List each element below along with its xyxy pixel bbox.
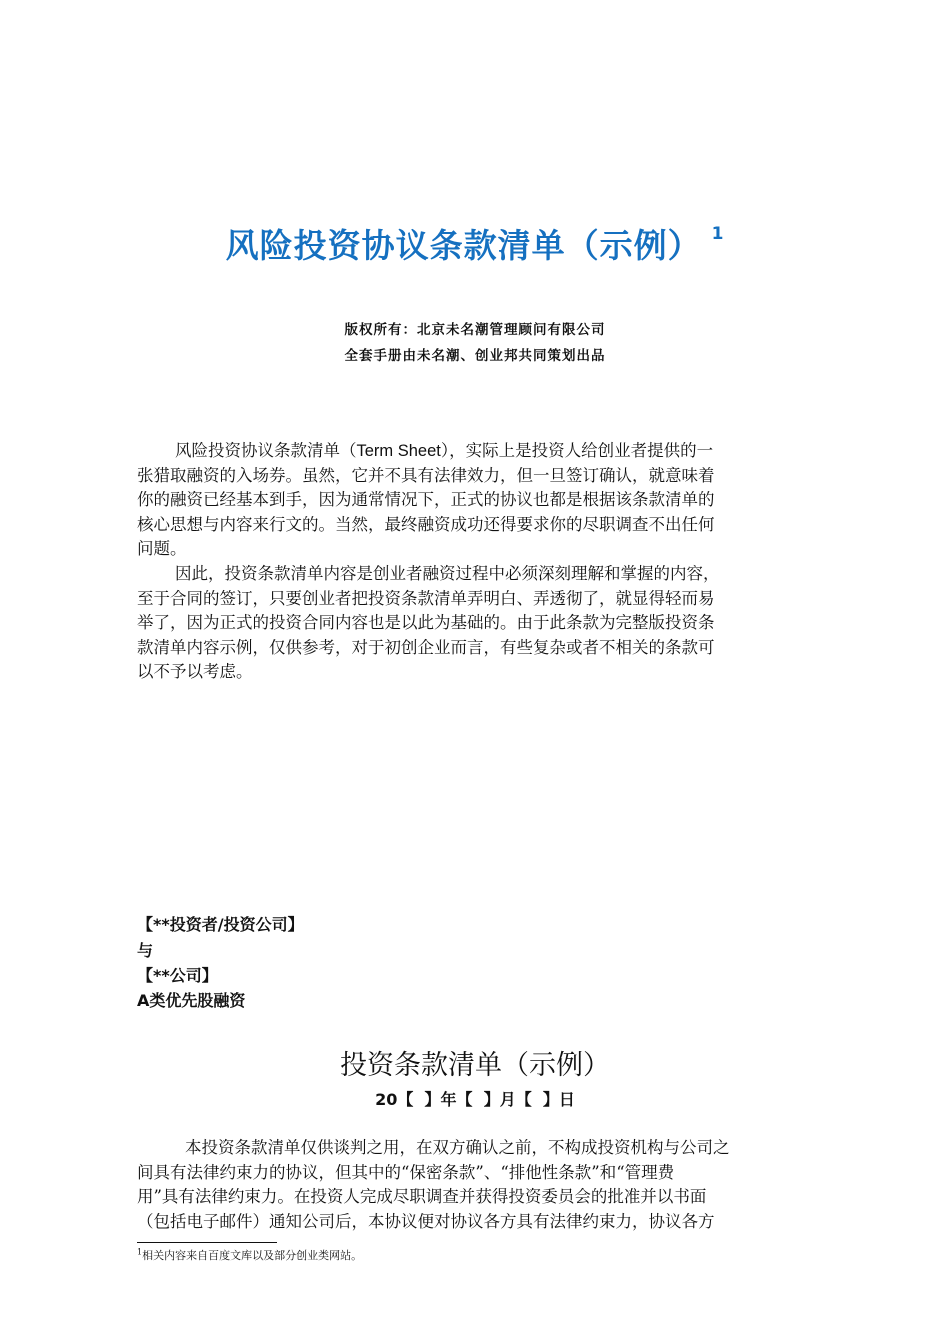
term-sheet-paragraph bbox=[137, 1136, 817, 1234]
intro-paragraph-2 bbox=[137, 562, 817, 685]
title-footnote-mark: 1 bbox=[711, 224, 725, 244]
document-title-text: 风险投资协议条款清单（示例） bbox=[225, 226, 702, 265]
intro-p2-line: 至于合同的签订，只要创业者把投资条款清单弄明白、弄透彻了，就显得轻而易 bbox=[137, 588, 715, 608]
intro-p1-line: 核心思想与内容来行文的。当然，最终融资成功还得要求你的尽职调查不出任何 bbox=[137, 514, 715, 534]
and-conjunction: 与 bbox=[137, 941, 154, 960]
intro-p1-line: 风险投资协议条款清单（Term Sheet），实际上是投资人给创业者提供的一 bbox=[175, 441, 714, 460]
company-party: 【**公司】 bbox=[137, 966, 218, 985]
intro-p2-line: 因此，投资条款清单内容是创业者融资过程中必须深刻理解和掌握的内容， bbox=[175, 564, 720, 583]
term-sheet-line: 间具有法律约束力的协议，但其中的“保密条款”、“排他性条款”和“管理费 bbox=[137, 1162, 675, 1182]
footnote bbox=[137, 1247, 362, 1263]
footnote-text: 相关内容来自百度文库以及部分创业类网站。 bbox=[142, 1249, 363, 1262]
term-sheet-date: 20【 】年【 】月【 】日 bbox=[375, 1090, 575, 1109]
investor-party: 【**投资者/投资公司】 bbox=[137, 915, 304, 934]
intro-p1-line: 张猎取融资的入场券。虽然，它并不具有法律效力，但一旦签订确认，就意味着 bbox=[137, 465, 715, 485]
term-sheet-line: 用”具有法律约束力。在投资人完成尽职调查并获得投资委员会的批准并以书面 bbox=[137, 1187, 707, 1206]
intro-p1-line: 问题。 bbox=[137, 539, 187, 558]
copyright-line: 版权所有：北京未名潮管理顾问有限公司 bbox=[344, 322, 606, 338]
financing-round: A类优先股融资 bbox=[137, 991, 246, 1010]
intro-p2-line: 款清单内容示例，仅供参考，对于初创企业而言，有些复杂或者不相关的条款可 bbox=[137, 637, 715, 657]
term-sheet-title: 投资条款清单（示例） bbox=[340, 1050, 610, 1081]
term-sheet-line: 本投资条款清单仅供谈判之用，在双方确认之前，不构成投资机构与公司之 bbox=[185, 1138, 730, 1157]
intro-p2-line: 以不予以考虑。 bbox=[137, 662, 253, 681]
document-title bbox=[0, 220, 950, 267]
term-sheet-line: （包括电子邮件）通知公司后，本协议便对协议各方具有法律约束力，协议各方 bbox=[137, 1211, 715, 1231]
intro-paragraph-1 bbox=[137, 439, 817, 562]
footnote-mark: 1 bbox=[137, 1247, 143, 1257]
footnote-separator bbox=[137, 1242, 277, 1243]
producer-line: 全套手册由未名潮、创业邦共同策划出品 bbox=[344, 348, 606, 364]
intro-p1-line: 你的融资已经基本到手，因为通常情况下，正式的协议也都是根据该条款清单的 bbox=[137, 490, 715, 509]
intro-p2-line: 举了，因为正式的投资合同内容也是以此为基础的。由于此条款为完整版投资条 bbox=[137, 613, 715, 632]
